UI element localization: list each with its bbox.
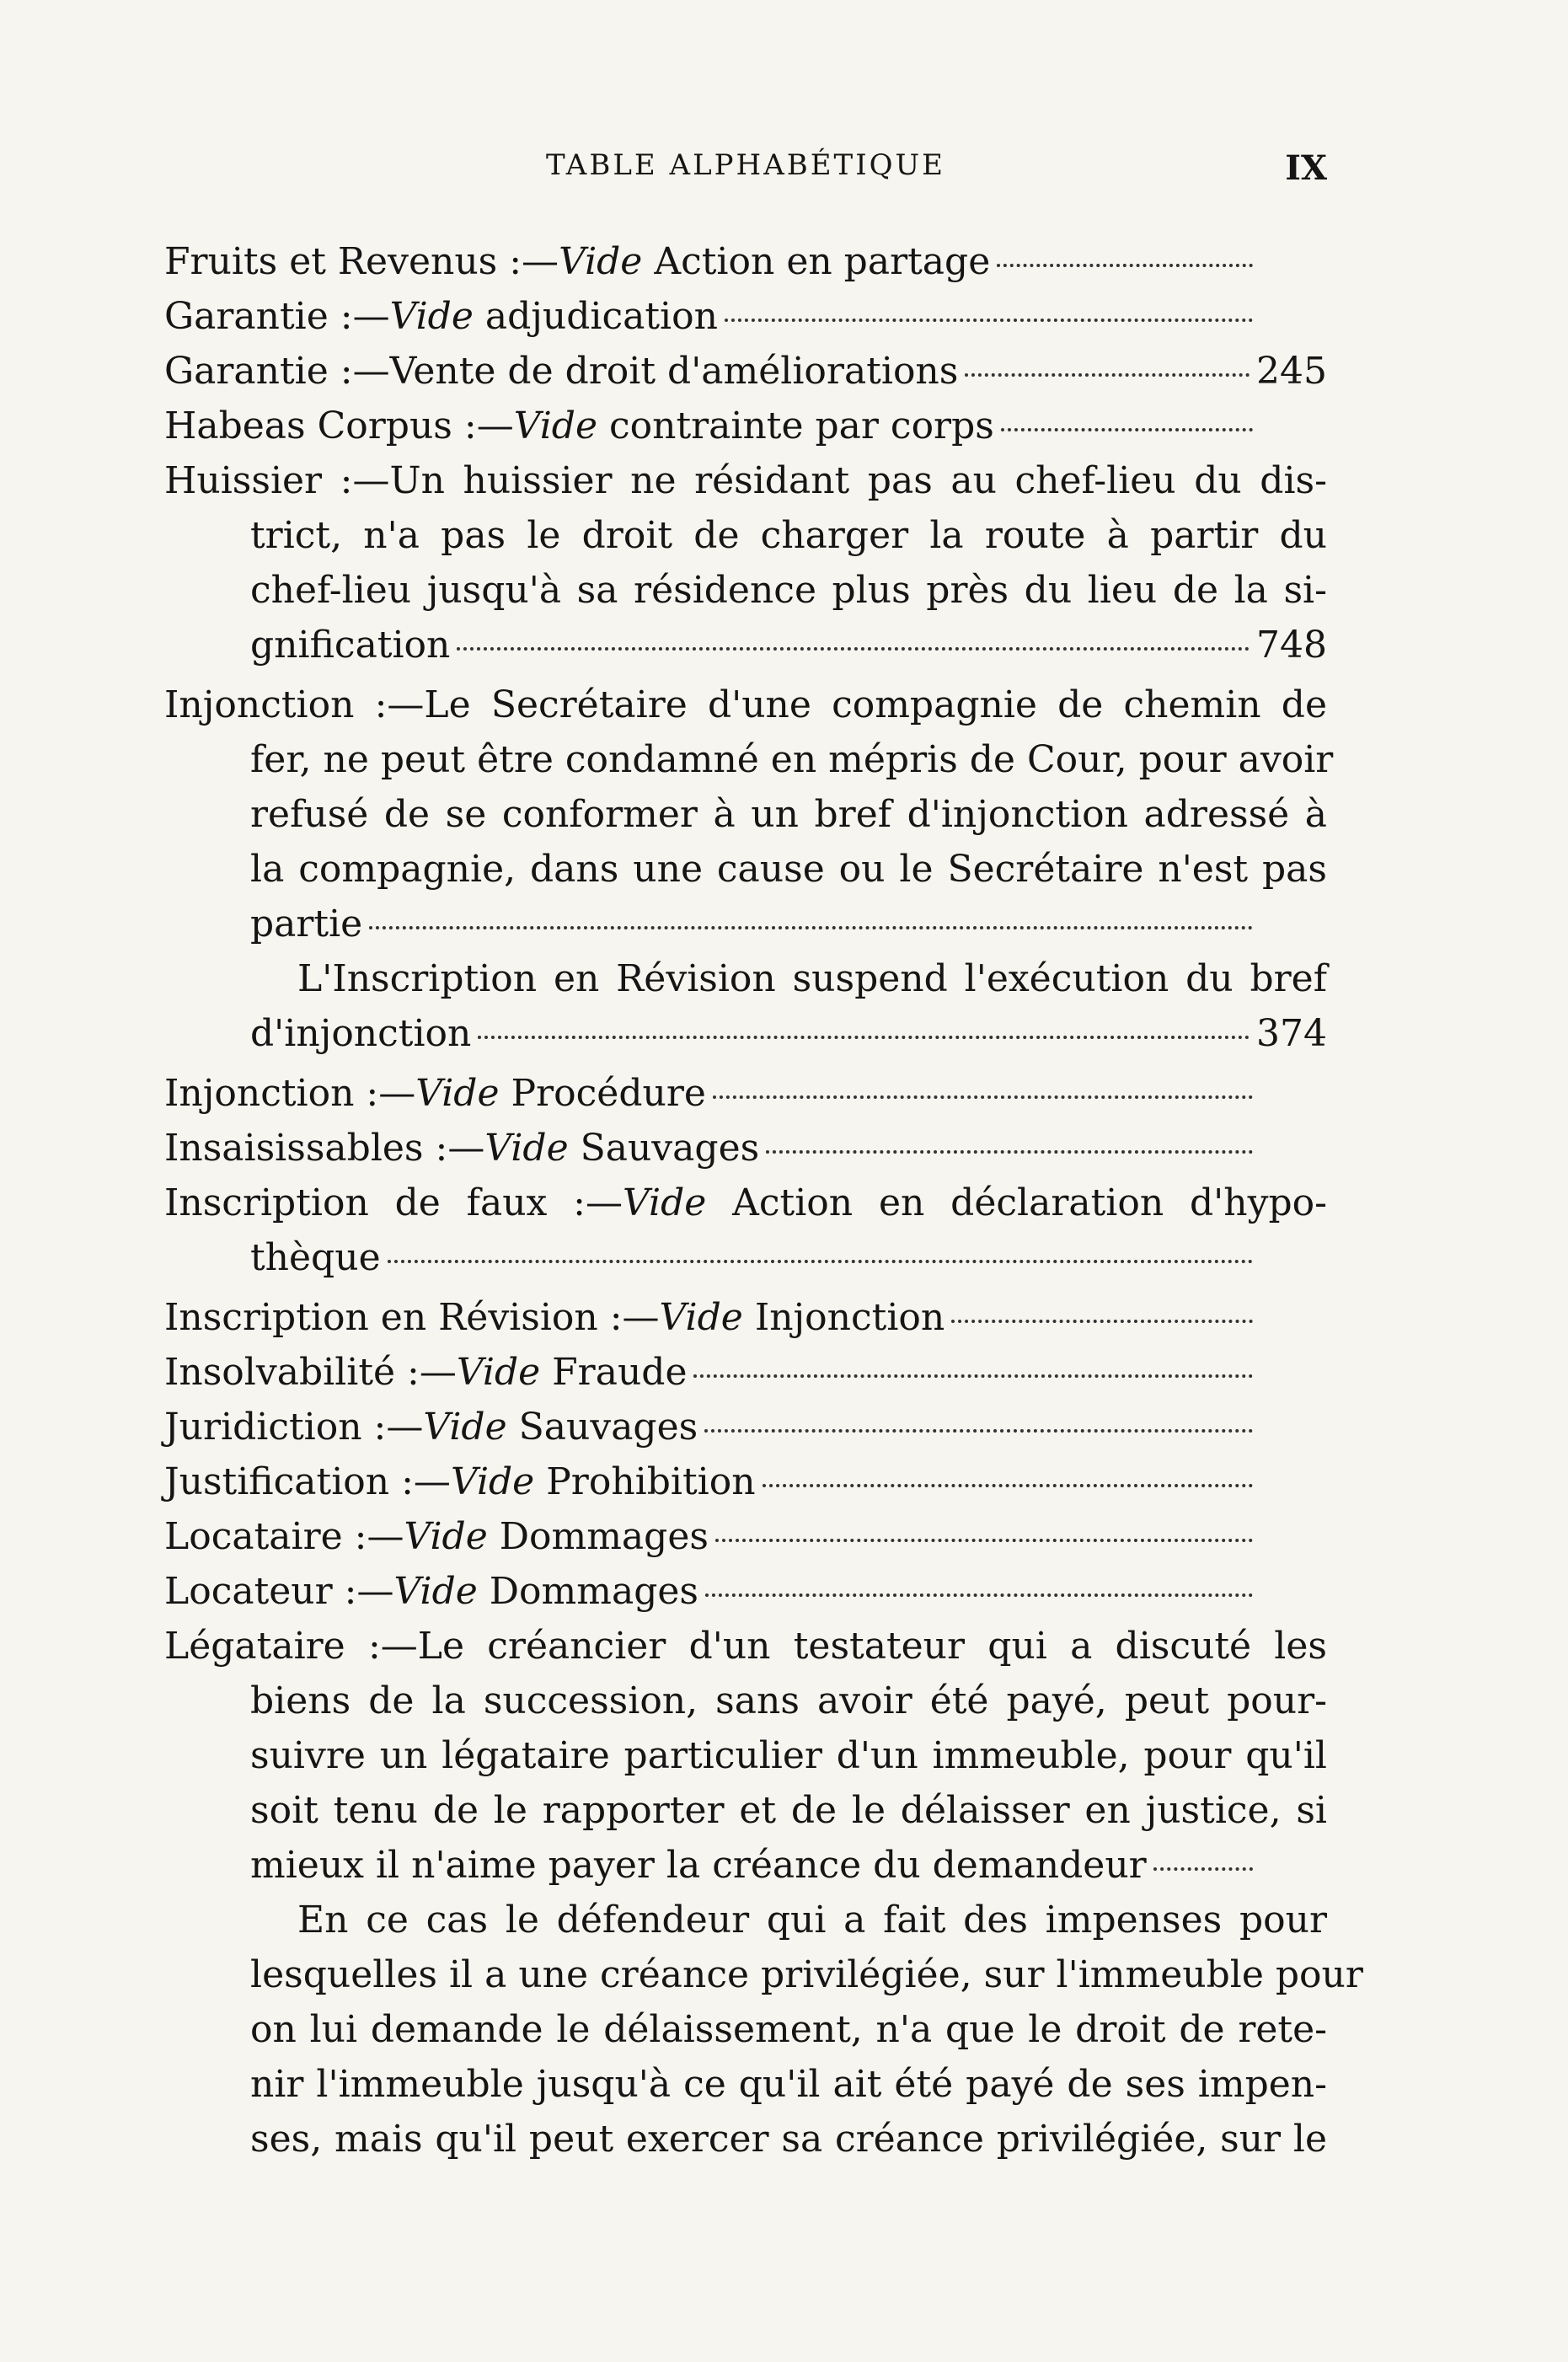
index-line: [164, 732, 1334, 787]
index-line: [164, 1947, 1363, 2002]
vide-reference: Vide: [484, 1127, 569, 1170]
entry-text: [297, 1893, 1327, 1947]
vide-reference: Vide: [389, 295, 474, 338]
index-line: [164, 1121, 1327, 1176]
index-entry: [164, 399, 1327, 453]
entry-heading: En ce cas le défendeur qui a fait des impenses pour: [297, 1899, 1327, 1942]
vide-reference: Vide: [450, 1460, 535, 1503]
entry-heading: Inscription en Révision :—: [164, 1296, 660, 1339]
entry-heading: Juridiction :—: [164, 1406, 424, 1449]
entry-text: [250, 1783, 1327, 1838]
index-line: [164, 344, 1327, 399]
index-line: [164, 1509, 1327, 1564]
cross-reference-target: adjudication: [473, 295, 718, 338]
entry-heading: Garantie :—: [164, 295, 390, 338]
index-line: [164, 1400, 1327, 1454]
dot-leader: [713, 1095, 1253, 1099]
page-reference: 748: [1256, 624, 1327, 667]
vide-reference: Vide: [659, 1296, 743, 1339]
index-entry: [164, 1176, 1327, 1285]
entry-text: [164, 289, 718, 344]
vide-reference: Vide: [456, 1351, 541, 1394]
index-entry: [164, 453, 1327, 672]
entry-heading: gnification: [250, 624, 451, 667]
index-entry: [164, 344, 1327, 399]
entry-text: [250, 787, 1327, 842]
index-line: [164, 1674, 1327, 1728]
index-line: [164, 1728, 1327, 1783]
entry-text: [250, 897, 362, 951]
entry-text: [164, 1619, 1327, 1674]
entry-text: [250, 2112, 1327, 2167]
entry-heading: fer, ne peut être condamné en mépris de Cour, pour avoir: [250, 738, 1334, 781]
dot-leader: [704, 1429, 1253, 1433]
entry-heading: mieux il n'aime payer la créance du demandeur: [250, 1844, 1147, 1887]
entry-heading: Injonction :—: [164, 1072, 416, 1115]
page-number: IX: [1285, 148, 1327, 188]
vide-reference: Vide: [423, 1406, 507, 1449]
index-entry: [164, 1400, 1327, 1454]
dot-leader: [997, 264, 1253, 267]
index-entry: [164, 1345, 1327, 1400]
index-entry: [164, 1066, 1327, 1121]
cross-reference-target: Fraude: [540, 1351, 688, 1394]
entry-heading: refusé de se conformer à un bref d'injonction adressé à: [250, 793, 1327, 836]
index-entry: [164, 234, 1327, 289]
index-entry: [164, 1564, 1327, 1619]
entry-text: [250, 1728, 1327, 1783]
dot-leader: [725, 319, 1253, 322]
index-entry: [164, 289, 1327, 344]
entry-heading: Fruits et Revenus :—: [164, 240, 559, 283]
cross-reference-target: Action en partage: [642, 240, 991, 283]
entry-text: [164, 1345, 687, 1400]
dot-leader: [693, 1374, 1253, 1378]
dot-leader: [1001, 428, 1253, 431]
entry-text: [164, 1176, 1327, 1230]
entry-text: [164, 1290, 945, 1345]
page-title: TABLE ALPHABÉTIQUE: [545, 148, 946, 182]
alphabetical-index: [164, 234, 1363, 2167]
entry-text: [164, 1066, 706, 1121]
index-line: [164, 1893, 1327, 1947]
dot-leader: [965, 373, 1250, 377]
cross-reference-target: Injonction: [742, 1296, 945, 1339]
index-entry: [164, 1619, 1363, 2167]
index-line: [164, 1454, 1327, 1509]
index-line: [164, 508, 1327, 563]
dot-leader: [951, 1320, 1253, 1323]
index-entry: [164, 1454, 1327, 1509]
entry-heading: Huissier :—Un huissier ne résidant pas au chef-lieu du dis-: [164, 459, 1327, 502]
index-line: [164, 1176, 1327, 1230]
entry-text: [250, 1838, 1147, 1893]
entry-text: [250, 842, 1327, 897]
cross-reference-target: Prohibition: [534, 1460, 756, 1503]
dot-leader: [766, 1150, 1253, 1154]
page-header: [164, 148, 1327, 199]
vide-reference: Vide: [404, 1515, 488, 1558]
entry-text: [164, 453, 1327, 508]
entry-heading: d'injonction: [250, 1012, 472, 1055]
entry-heading: trict, n'a pas le droit de charger la route à partir du: [250, 514, 1327, 557]
entry-text: [250, 1230, 381, 1285]
dot-leader: [1153, 1867, 1253, 1871]
entry-heading: lesquelles il a une créance privilégiée, sur l'immeuble pour: [250, 1953, 1363, 1996]
dot-leader: [715, 1539, 1253, 1542]
cross-reference-target: contrainte par corps: [597, 404, 994, 447]
vide-reference: Vide: [623, 1181, 707, 1224]
index-line: [164, 289, 1327, 344]
entry-heading: ses, mais qu'il peut exercer sa créance privilégiée, sur le: [250, 2118, 1327, 2161]
cross-reference-target: Dommages: [477, 1570, 698, 1613]
entry-heading: soit tenu de le rapporter et de le délaisser en justice, si: [250, 1789, 1327, 1832]
entry-heading: partie: [250, 902, 363, 945]
entry-heading: Insolvabilité :—: [164, 1351, 457, 1394]
index-line: [164, 1619, 1327, 1674]
cross-reference-target: Procédure: [499, 1072, 706, 1115]
index-line: [164, 678, 1327, 732]
index-line: [164, 1066, 1327, 1121]
entry-heading: Inscription de faux :—: [164, 1181, 623, 1224]
entry-heading: thèque: [250, 1236, 381, 1279]
entry-heading: Injonction :—Le Secrétaire d'une compagnie de chemin de: [164, 683, 1327, 726]
entry-heading: Garantie :—Vente de droit d'améliorations: [164, 350, 959, 393]
entry-heading: nir l'immeuble jusqu'à ce qu'il ait été payé de ses impen-: [250, 2063, 1327, 2106]
cross-reference-target: Sauvages: [568, 1127, 760, 1170]
index-line: [164, 399, 1327, 453]
dot-leader: [705, 1593, 1253, 1597]
index-line: [164, 1345, 1327, 1400]
cross-reference-target: Action en déclaration d'hypo-: [706, 1181, 1328, 1224]
entry-text: [250, 732, 1333, 787]
entry-text: [164, 399, 994, 453]
index-line: [164, 2057, 1327, 2112]
index-line: [164, 618, 1327, 672]
index-line: [164, 897, 1327, 951]
entry-text: [250, 508, 1327, 563]
index-line: [164, 1006, 1327, 1061]
entry-text: [250, 1947, 1363, 2002]
entry-heading: chef-lieu jusqu'à sa résidence plus près du lieu de la si-: [250, 569, 1327, 612]
entry-text: [250, 2002, 1327, 2057]
vide-reference: Vide: [393, 1570, 478, 1613]
dot-leader: [763, 1484, 1253, 1487]
entry-heading: Locateur :—: [164, 1570, 394, 1613]
entry-heading: Habeas Corpus :—: [164, 404, 514, 447]
dot-leader: [388, 1260, 1253, 1263]
entry-text: [164, 234, 990, 289]
entry-text: [297, 951, 1327, 1006]
entry-heading: Locataire :—: [164, 1515, 404, 1558]
entry-text: [164, 1121, 759, 1176]
index-line: [164, 2112, 1327, 2167]
dot-leader: [478, 1036, 1250, 1039]
index-line: [164, 842, 1327, 897]
entry-heading: L'Inscription en Révision suspend l'exécution du bref: [297, 957, 1327, 1000]
index-entry: [164, 678, 1334, 1061]
entry-text: [164, 678, 1327, 732]
index-line: [164, 1564, 1327, 1619]
entry-text: [250, 618, 450, 672]
index-line: [164, 1783, 1327, 1838]
dot-leader: [457, 647, 1250, 651]
entry-heading: la compagnie, dans une cause ou le Secrétaire n'est pas: [250, 848, 1327, 891]
page-reference: 374: [1256, 1012, 1327, 1055]
entry-heading: Légataire :—Le créancier d'un testateur qui a discuté les: [164, 1625, 1327, 1668]
vide-reference: Vide: [415, 1072, 500, 1115]
dot-leader: [369, 926, 1253, 929]
index-line: [164, 2002, 1327, 2057]
index-line: [164, 787, 1327, 842]
cross-reference-target: Sauvages: [506, 1406, 698, 1449]
entry-heading: suivre un légataire particulier d'un immeuble, pour qu'il: [250, 1734, 1327, 1777]
entry-text: [164, 1564, 698, 1619]
entry-text: [250, 1674, 1327, 1728]
index-entry: [164, 1121, 1327, 1176]
entry-text: [250, 563, 1327, 618]
index-line: [164, 453, 1327, 508]
index-entry: [164, 1509, 1327, 1564]
entry-text: [164, 344, 958, 399]
entry-text: [250, 1006, 471, 1061]
cross-reference-target: Dommages: [487, 1515, 709, 1558]
entry-heading: Insaisissables :—: [164, 1127, 485, 1170]
entry-text: [164, 1454, 756, 1509]
index-line: [164, 563, 1327, 618]
index-entry: [164, 1290, 1327, 1345]
vide-reference: Vide: [513, 404, 597, 447]
index-line: [164, 1230, 1327, 1285]
entry-text: [164, 1509, 709, 1564]
page-reference: 245: [1256, 350, 1327, 393]
entry-heading: Justification :—: [164, 1460, 451, 1503]
entry-heading: on lui demande le délaissement, n'a que le droit de rete-: [250, 2008, 1327, 2051]
entry-heading: biens de la succession, sans avoir été payé, peut pour-: [250, 1679, 1327, 1722]
entry-text: [250, 2057, 1327, 2112]
index-line: [164, 951, 1327, 1006]
index-line: [164, 1290, 1327, 1345]
index-line: [164, 1838, 1327, 1893]
index-line: [164, 234, 1327, 289]
entry-text: [164, 1400, 698, 1454]
vide-reference: Vide: [559, 240, 643, 283]
